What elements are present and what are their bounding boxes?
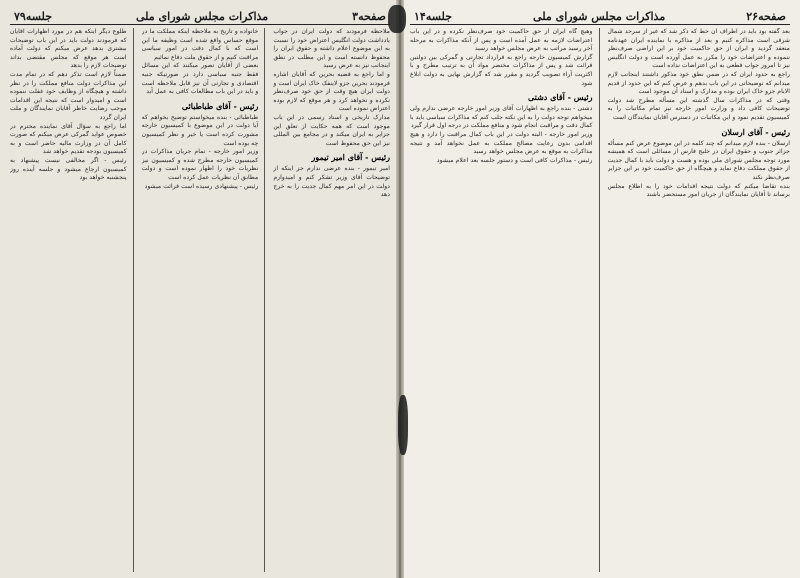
- right-page-header: [410, 8, 790, 25]
- ink-smudge: [398, 395, 408, 455]
- left-page-label: صفحه۳: [352, 9, 386, 23]
- text-paragraph: وقتی که در مذاکرات سال گذشته این مسأله مطرح شد دولت توضیحات کافی داد و وزارت امور خارجه نیز تمام مکاتبات را به کمیسیون تقدیم نمود و این مکاتبات در دسترس آقایان نمایندگان است: [607, 96, 790, 121]
- left-journal-title: مذاکرات مجلس شورای ملی: [136, 9, 269, 23]
- speaker-heading: رئیس - آقای دشتی: [528, 92, 593, 103]
- right-column: [410, 28, 600, 572]
- right-journal-title: مذاکرات مجلس شورای ملی: [533, 9, 666, 23]
- text-paragraph: گزارش کمیسیون خارجه راجع به قرارداد تجارتی و گمرکی بین دولتین قرائت شد و پس از مذاکرات مختصر مواد آن به ترتیب مطرح و با اکثریت آراء تصویب گردید و مقرر شد که گزارش نهایی به دولت ابلاغ شود: [410, 53, 593, 87]
- text-paragraph: ضمناً لازم است تذکر دهم که در تمام مدت این مذاکرات دولت منافع مملکت را در نظر داشته و هیچگاه از وظایف خود غفلت ننموده است و امیدوار است که نتیجه این اقدامات موجب رضایت خاطر آقایان نمایندگان و ملت ایران گردد: [9, 70, 127, 121]
- speaker-heading: رئیس - آقای ارسلان: [721, 126, 790, 137]
- ink-blot: [388, 5, 406, 33]
- speaker-heading: رئیس - آقای طباطبائی: [181, 100, 259, 111]
- text-paragraph: و اما راجع به قضیه بحرین که آقایان اشاره فرمودند بحرین جزو لاینفک خاک ایران است و دولت ایران هیچ وقت از حق خود صرف‌نظر نکرده و نخواهد کرد و هر موقع که لازم بوده اعتراض نموده است: [273, 70, 390, 113]
- text-paragraph: ارسلان - بنده لازم میدانم که چند کلمه در این موضوع عرض کنم مسأله جزائر جنوب و حقوق ایران در خلیج فارس از مسائلی است که همیشه مورد توجه مجلس شورای ملی بوده و هست و دولت باید با کمال جدیت از حقوق مملکت دفاع نماید و هیچگاه از حق حاکمیت خود بر این جزایر صرف‌نظر نکند: [607, 139, 790, 181]
- text-paragraph: طلوع دیگر اینکه هم در مورد اظهارات آقایان که فرمودند دولت باید در این باب توضیحات بیشتری بدهد عرض میکنم که دولت آماده است هر موقع که مجلس مقتضی بداند توضیحات لازم را بدهد: [9, 28, 127, 70]
- text-paragraph: طباطبائی - بنده میخواستم توضیح بخواهم که آیا دولت در این موضوع با کمیسیون خارجه مشورت کرده است یا خیر و نظر کمیسیون چه بوده است: [141, 113, 259, 147]
- right-session-label: جلسه۱۴: [414, 9, 452, 23]
- right-page-label: صفحه۲۶: [746, 9, 786, 23]
- text-paragraph: مدارک تاریخی و اسناد رسمی در این باب موجود است که همه حکایت از تعلق این جزایر به ایران میکند و در مجامع بین المللی نیز این حق محفوظ است: [273, 113, 390, 147]
- left-page-header: [10, 8, 390, 25]
- text-paragraph: رئیس - مذاکرات کافی است و دستور جلسه بعد اعلام میشود: [436, 156, 593, 164]
- right-page: [400, 0, 800, 578]
- right-columns: [410, 28, 790, 572]
- text-paragraph: رئیس - پیشنهادی رسیده است قرائت میشود: [144, 182, 259, 190]
- left-columns: [10, 28, 390, 572]
- text-paragraph: اما راجع به سؤال آقای نماینده محترم در خصوص عواید گمرکی عرض میکنم که صورت کامل آن در وزارت مالیه حاضر است و به کمیسیون بودجه تقدیم خواهد شد: [9, 122, 127, 156]
- text-paragraph: وزیر امور خارجه - تمام جریان مذاکرات در کمیسیون خارجه مطرح شده و کمیسیون نیز نظریات خود را اظهار نموده است و دولت مطابق آن نظریات عمل کرده است: [141, 148, 259, 181]
- text-paragraph: بعضی از آقایان تصور میکنند که این مسائل فقط جنبه سیاسی دارد در صورتیکه جنبه اقتصادی و تجارتی آن نیز قابل ملاحظه است و باید در این باب مطالعات کافی به عمل آید: [141, 62, 259, 96]
- text-paragraph: دشتی - بنده راجع به اظهارات آقای وزیر امور خارجه عرضی ندارم ولی میخواهم توجه دولت را به این نکته جلب کنم که مذاکرات سیاسی باید با کمال دقت و مراقبت انجام شود و منافع مملکت در درجه اول قرار گیرد: [410, 105, 593, 130]
- text-paragraph: بعد گفته بود باید در اطراف آن خط که ذکر شد که غیر از سرحد شمال شرقی است مذاکره کنیم و بعد از مذاکره با نماینده ایران عهدنامه منعقد گردید و ایران از حق حاکمیت خود بر این اراضی صرف‌نظر ننموده و اعتراضات خود را مکرر به عمل آورده است و دولت انگلیس نیز تا امروز جواب قطعی به این اعتراضات نداده است: [607, 28, 790, 70]
- text-paragraph: رئیس - اگر مخالفی نیست پیشنهاد به کمیسیون ارجاع میشود و جلسه آینده روز پنجشنبه خواهد بود: [9, 156, 127, 182]
- text-paragraph: بنده تقاضا میکنم که دولت نتیجه اقدامات خود را به اطلاع مجلس برساند تا آقایان نمایندگان از جریان امور مستحضر باشند: [607, 182, 790, 199]
- left-session-label: جلسه۷۹: [14, 9, 52, 23]
- right-column: [608, 28, 791, 572]
- left-column: [142, 28, 266, 572]
- text-paragraph: امیر تیمور - بنده عرضی ندارم جز اینکه از توضیحات آقای وزیر تشکر کنم و امیدوارم دولت در این امر مهم کمال جدیت را به خرج دهد: [273, 165, 390, 199]
- text-paragraph: وزیر امور خارجه - البته دولت در این باب کمال مراقبت را دارد و هیچ اقدامی بدون رعایت مصالح مملکت به عمل نخواهد آمد و نتیجه مذاکرات به موقع به عرض مجلس خواهد رسید: [410, 130, 593, 156]
- text-paragraph: وهیچ گاه ایران از حق حاکمیت خود صرف‌نظر نکرده و در این باب اعتراضات لازمه به عمل آمده است و پس از آنکه مذاکرات به مرحله آخر رسید مراتب به عرض مجلس خواهد رسید: [410, 28, 593, 53]
- speaker-heading: رئیس - آقای امیر تیمور: [311, 152, 390, 163]
- book-gutter: [396, 0, 404, 578]
- text-paragraph: خانواده و تاریخ به ملاحظه اینکه مملکت ما در موقع حساس واقع شده است وظیفه ما این است که با کمال دقت در امور سیاسی مراقبت کنیم و از حقوق ملت دفاع نمائیم: [141, 28, 259, 61]
- left-column: [273, 28, 390, 572]
- text-paragraph: ملاحظه فرمودند که دولت ایران در جواب یادداشت دولت انگلیس اعتراض خود را نسبت به این موضوع اعلام داشته و حقوق ایران را محفوظ دانسته است و این مطلب در نطق اینجانب نیز به عرض رسید: [273, 28, 390, 70]
- left-column: [10, 28, 134, 572]
- text-paragraph: راجع به حدود ایران که در ضمن نطق خود مذکور داشتند اینجانب لازم میدانم که توضیحاتی در این باب بدهم و عرض کنم که این حدود از قدیم الایام جزو خاک ایران بوده و مدارک و اسناد آن موجود است: [607, 70, 790, 96]
